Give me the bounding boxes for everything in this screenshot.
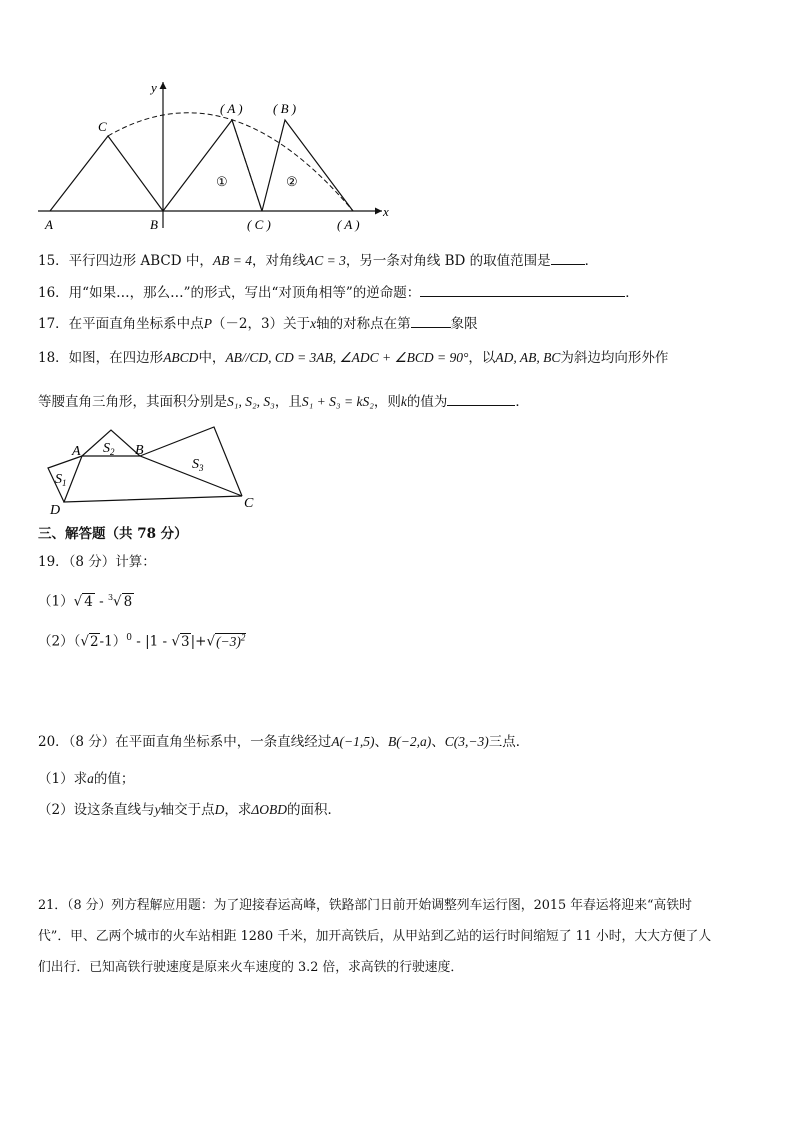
label-a-left: A — [45, 217, 53, 232]
answer-blank[interactable] — [447, 391, 515, 406]
question-19-part-2: $(2)(√2-1)^0 - |1 - √3|+√(-3)^2$ — [38, 632, 246, 650]
label-b: B — [150, 217, 158, 232]
section-title: 三、解答题（共 78 分） — [38, 526, 188, 542]
question-21-line-2: 代”．甲、乙两个城市的火车站相距 1280 千米，加开高铁后，从甲站到乙站的运行时间缩短了 11 小时，大大方便了人 — [38, 929, 712, 944]
question-21-line-3: 们出行．已知高铁行驶速度是原来火车速度的 3.2 倍，求高铁的行驶速度． — [38, 960, 464, 975]
label-c: C — [244, 496, 254, 511]
label-a: A — [72, 444, 81, 459]
label-a-right: ( A ) — [337, 217, 360, 232]
label-b: B — [135, 443, 144, 458]
triangle-2 — [262, 120, 353, 211]
question-16: 16．用“如果…，那么…”的形式，写出“对顶角相等”的逆命题： ． — [38, 282, 639, 302]
x-axis-label: x — [383, 204, 389, 219]
label-c: C — [98, 119, 107, 134]
question-20-part-2: （2）设这条直线与y轴交于点D，求ΔOBD的面积． — [38, 802, 342, 818]
triangle-1 — [163, 120, 262, 211]
label-s2: $S_2$ — [103, 441, 115, 457]
question-15: 15．平行四边形 ABCD 中，AB = 4，对角线AC = 3，另一条对角线 BD 的取值范围是 ． — [38, 250, 598, 270]
figure-triangle-rotation — [0, 0, 794, 240]
question-19-part-1: （1）√ 4 - $^3$√ 8 — [38, 593, 133, 610]
question-17: 17．在平面直角坐标系中点P（－2，3）关于x轴的对称点在第 象限 — [38, 313, 478, 333]
question-19-title: 19．（8 分）计算： — [38, 554, 156, 570]
label-s3: $S_3$ — [192, 457, 204, 473]
question-21-line-1: 21．（8 分）列方程解应用题：为了迎接春运高峰，铁路部门日前开始调整列车运行图，2015 年春运将迎来“高铁时 — [38, 898, 692, 913]
answer-blank[interactable] — [411, 313, 451, 328]
quad-abcd — [64, 456, 242, 502]
label-d: D — [50, 503, 61, 518]
region-1-label: ① — [216, 174, 228, 189]
label-b-top: ( B ) — [273, 101, 297, 116]
label-c-bottom: ( C ) — [247, 217, 271, 232]
question-18-line-2: 等腰直角三角形，其面积分别是S₁, S₂, S₃，且S₁ + S₃ = kS₂，则k的值为 ． — [38, 391, 529, 411]
question-20: 20．（8 分）在平面直角坐标系中，一条直线经过A(−1,5)、B(−2,a)、C(3,−3)三点． — [38, 734, 530, 750]
label-s1: $S_1$ — [55, 472, 67, 488]
question-20-part-1: （1）求a的值； — [38, 771, 135, 787]
region-2-label: ② — [286, 174, 298, 189]
question-18-line-1: 18．如图，在四边形ABCD中，AB//CD, CD = 3AB, ∠ADC + ∠BCD = 90°，以AD, AB, BC为斜边均向形外作 — [38, 350, 669, 366]
y-axis-label: y — [151, 80, 157, 95]
answer-blank[interactable] — [551, 250, 585, 265]
triangle-abc — [50, 136, 163, 211]
figure-quadrilateral — [0, 420, 794, 520]
label-a-top: ( A ) — [220, 101, 243, 116]
answer-blank[interactable] — [420, 282, 625, 297]
